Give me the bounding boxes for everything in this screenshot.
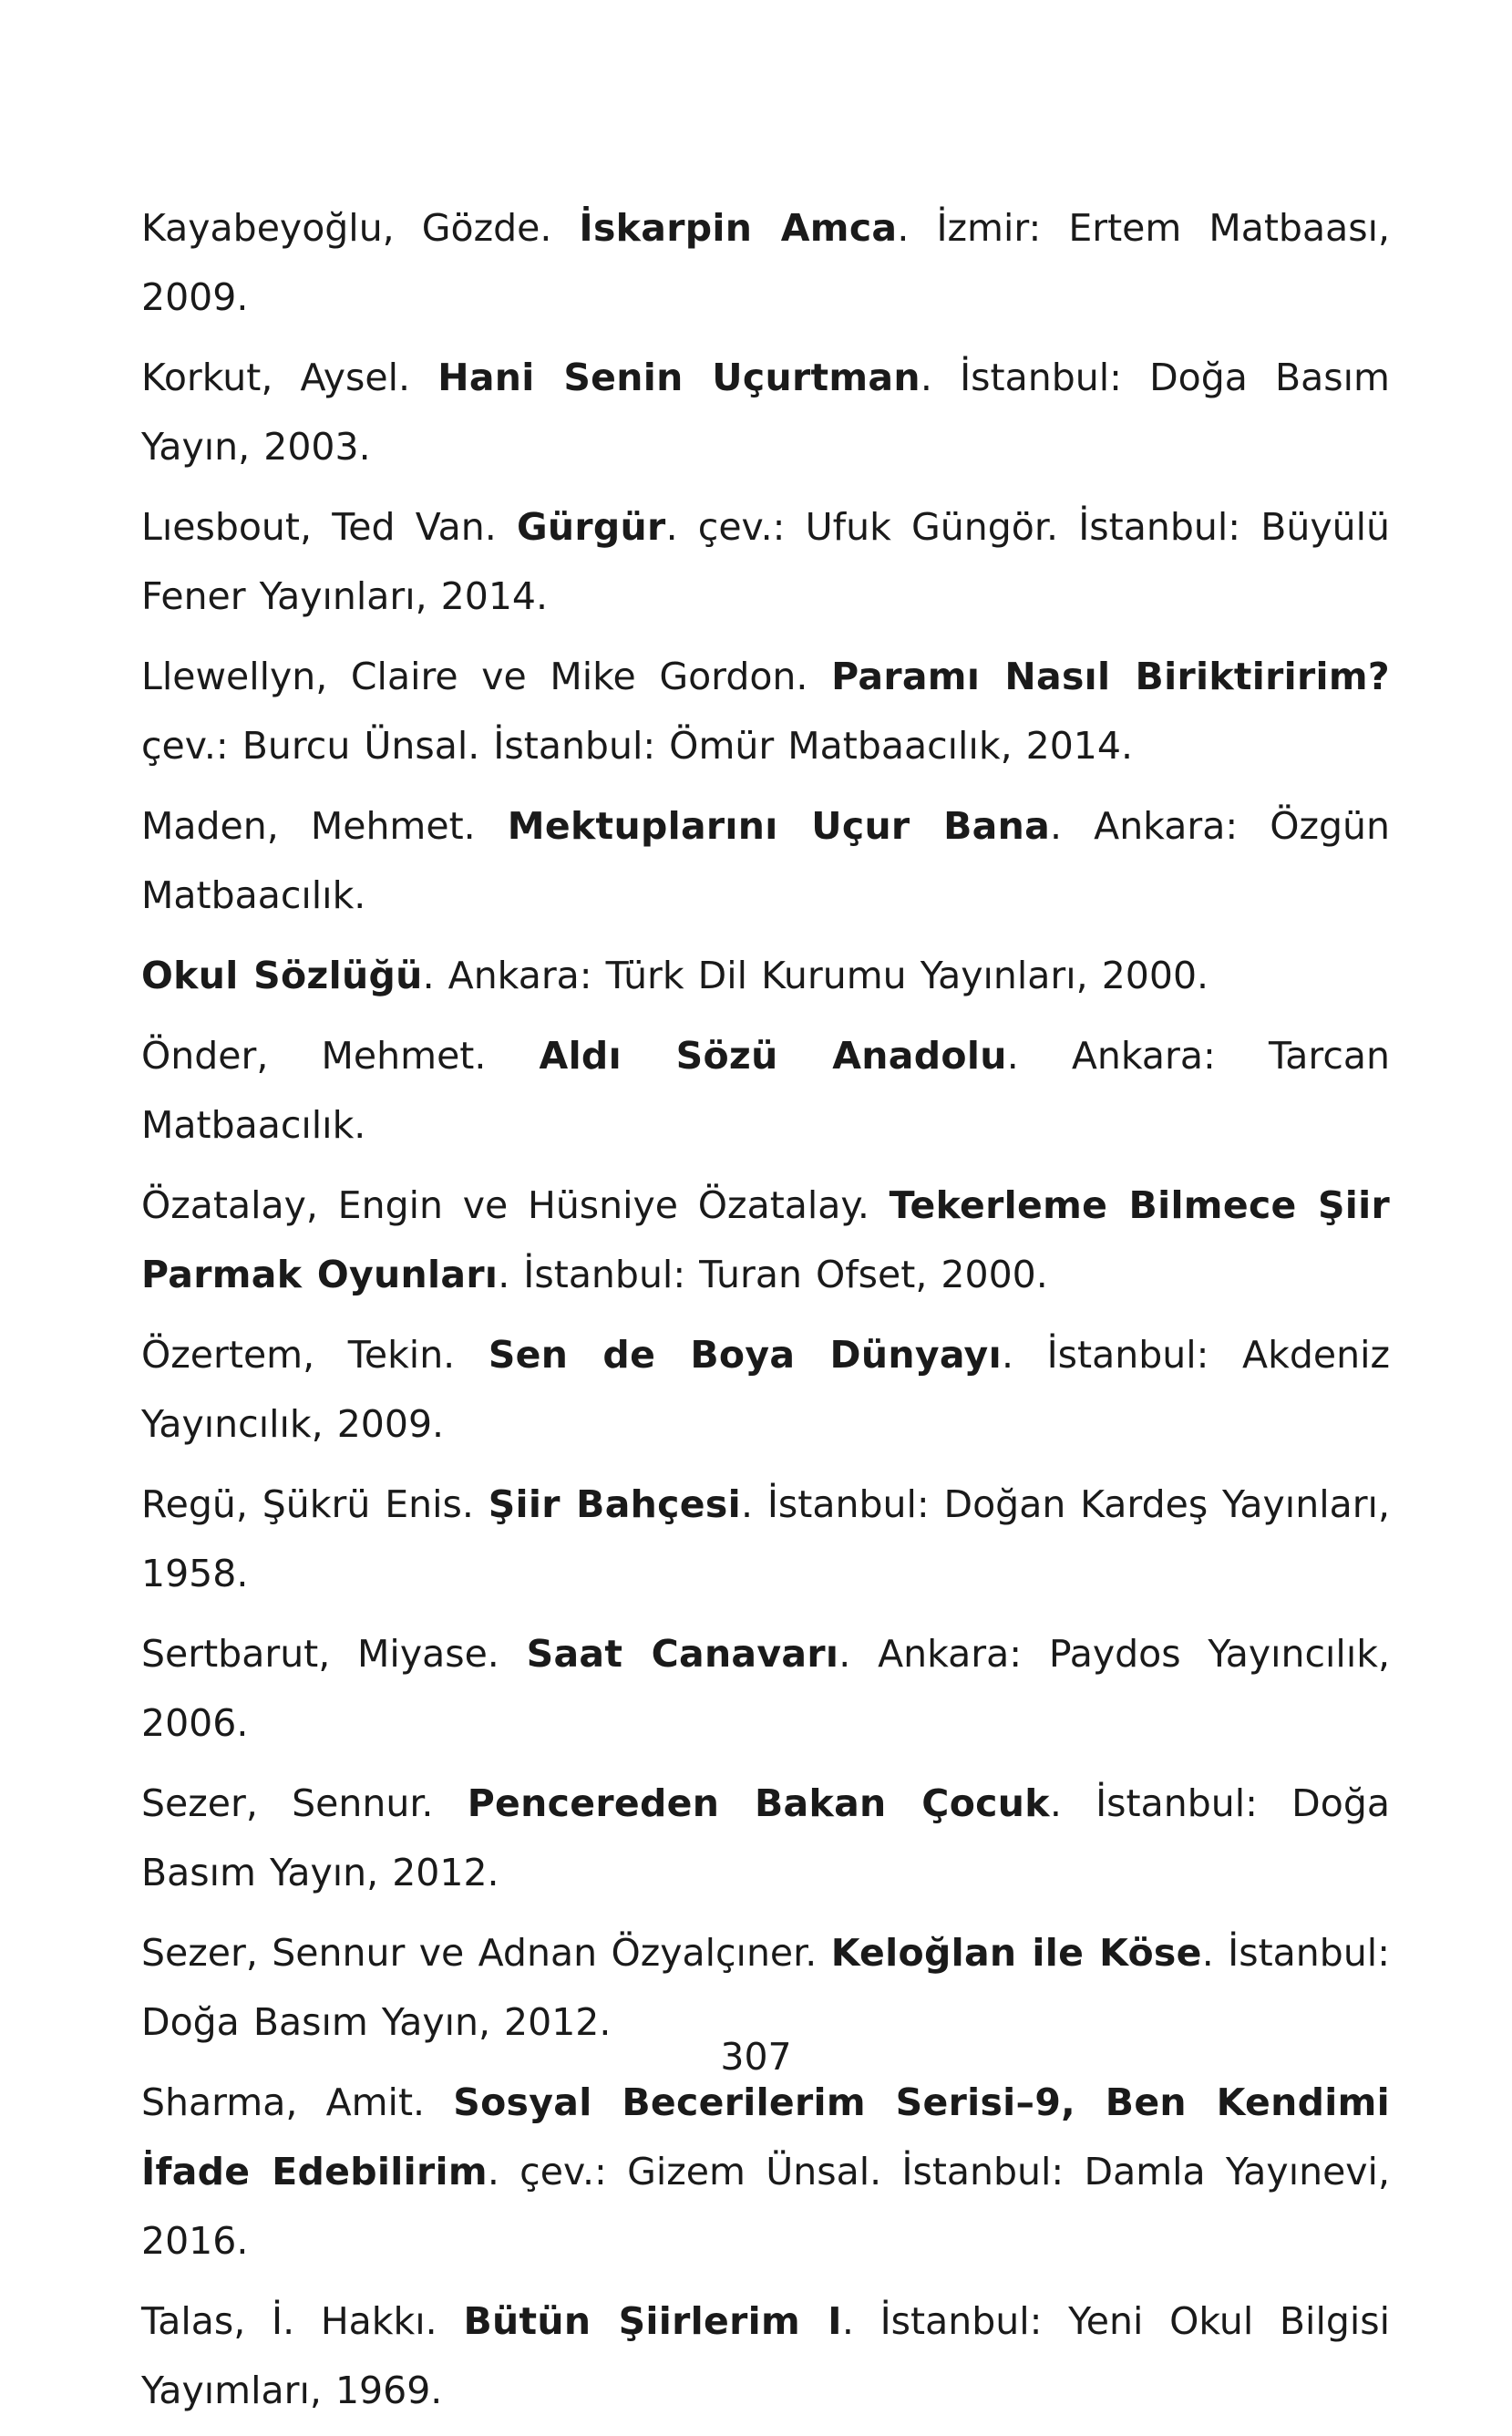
entry-author: Özertem, Tekin. bbox=[141, 1333, 489, 1377]
entry-title: Gürgür bbox=[516, 505, 666, 549]
entry-publication: . İzmir: Ertem Matbaası, 2009. bbox=[141, 206, 1390, 319]
entry-title: İskarpin Amca bbox=[579, 206, 898, 250]
entry-author: Sertbarut, Miyase. bbox=[141, 1632, 527, 1676]
bibliography-entry-sharma bbox=[141, 2068, 1390, 2276]
entry-author: Sharma, Amit. bbox=[141, 2080, 454, 2124]
entry-publication: . Ankara: Paydos Yayıncılık, 2006. bbox=[141, 1632, 1390, 1745]
entry-title: Şiir Bahçesi bbox=[488, 1482, 741, 1526]
entry-publication: . İstanbul: Doğa Basım Yayın, 2012. bbox=[141, 1781, 1390, 1894]
entry-author: Korkut, Aysel. bbox=[141, 356, 438, 399]
entry-publication: . İstanbul: Doğa Basım Yayın, 2012. bbox=[141, 1931, 1391, 2044]
entry-author: Kayabeyoğlu, Gözde. bbox=[141, 206, 580, 250]
bibliography-entry-korkut bbox=[141, 343, 1390, 481]
entry-title: Mektuplarını Uçur Bana bbox=[507, 804, 1051, 848]
entry-publication: . Ankara: Türk Dil Kurumu Yayınları, 2000. bbox=[422, 954, 1209, 997]
entry-title: Aldı Sözü Anadolu bbox=[539, 1034, 1007, 1078]
entry-author: Önder, Mehmet. bbox=[141, 1034, 540, 1078]
entry-title: Sen de Boya Dünyayı bbox=[488, 1333, 1002, 1377]
bibliography-entry-liesbout bbox=[141, 492, 1390, 631]
entry-publication: çev.: Burcu Ünsal. İstanbul: Ömür Matbaacılık, 2014. bbox=[141, 724, 1134, 768]
entry-author: Llewellyn, Claire ve Mike Gordon. bbox=[141, 655, 832, 698]
bibliography-entry-maden bbox=[141, 791, 1390, 930]
entry-title: Keloğlan ile Köse bbox=[830, 1931, 1202, 1975]
entry-title: Pencereden Bakan Çocuk bbox=[467, 1781, 1050, 1825]
entry-author: Özatalay, Engin ve Hüsniye Özatalay. bbox=[141, 1183, 890, 1227]
bibliography-entry-onder bbox=[141, 1021, 1390, 1160]
entry-title: Sosyal Becerilerim Serisi–9, Ben Kendimi İfade Edebilirim bbox=[141, 2080, 1390, 2193]
bibliography-entry-llewellyn bbox=[141, 642, 1390, 780]
bibliography-entry-sezer bbox=[141, 1769, 1390, 1907]
page-number: 307 bbox=[720, 2035, 792, 2079]
entry-author: Maden, Mehmet. bbox=[141, 804, 508, 848]
entry-publication: . İstanbul: Doğan Kardeş Yayınları, 1958. bbox=[141, 1482, 1390, 1595]
entry-title: Paramı Nasıl Biriktiririm? bbox=[831, 655, 1390, 698]
entry-title: Hani Senin Uçurtman bbox=[437, 356, 921, 399]
entry-publication: . Ankara: Özgün Matbaacılık. bbox=[141, 804, 1390, 917]
bibliography-entry-talas bbox=[141, 2286, 1390, 2425]
bibliography-entry-sertbarut bbox=[141, 1619, 1390, 1758]
entry-author: Talas, İ. Hakkı. bbox=[141, 2299, 464, 2343]
bibliography-entry-kayabeyoglu bbox=[141, 193, 1390, 332]
entry-title: Bütün Şiirlerim I bbox=[463, 2299, 842, 2343]
entry-publication: . çev.: Gizem Ünsal. İstanbul: Damla Yayınevi, 2016. bbox=[141, 2150, 1390, 2263]
entry-publication: . İstanbul: Akdeniz Yayıncılık, 2009. bbox=[141, 1333, 1390, 1446]
bibliography-entry-regu bbox=[141, 1470, 1390, 1608]
entry-publication: . İstanbul: Doğa Basım Yayın, 2003. bbox=[141, 356, 1390, 469]
entry-publication: . İstanbul: Turan Ofset, 2000. bbox=[498, 1253, 1048, 1296]
entry-publication: . çev.: Ufuk Güngör. İstanbul: Büyülü Fener Yayınları, 2014. bbox=[141, 505, 1390, 618]
bibliography-entry-ozatalay bbox=[141, 1171, 1390, 1309]
entry-author: Sezer, Sennur ve Adnan Özyalçıner. bbox=[141, 1931, 831, 1975]
entry-title: Tekerleme Bilmece Şiir Parmak Oyunları bbox=[141, 1183, 1391, 1296]
entry-title: Okul Sözlüğü bbox=[141, 954, 423, 997]
entry-publication: . İstanbul: Yeni Okul Bilgisi Yayımları, 1969. bbox=[141, 2299, 1390, 2412]
entry-publication: . Ankara: Tarcan Matbaacılık. bbox=[141, 1034, 1390, 1147]
bibliography-entry-okul-sozlugu bbox=[141, 941, 1390, 1010]
bibliography-entry-ozertem bbox=[141, 1320, 1390, 1459]
entry-title: Saat Canavarı bbox=[526, 1632, 839, 1676]
entry-author: Sezer, Sennur. bbox=[141, 1781, 468, 1825]
entry-author: Regü, Şükrü Enis. bbox=[141, 1482, 489, 1526]
bibliography-list bbox=[141, 193, 1390, 2436]
entry-author: Lıesbout, Ted Van. bbox=[141, 505, 517, 549]
